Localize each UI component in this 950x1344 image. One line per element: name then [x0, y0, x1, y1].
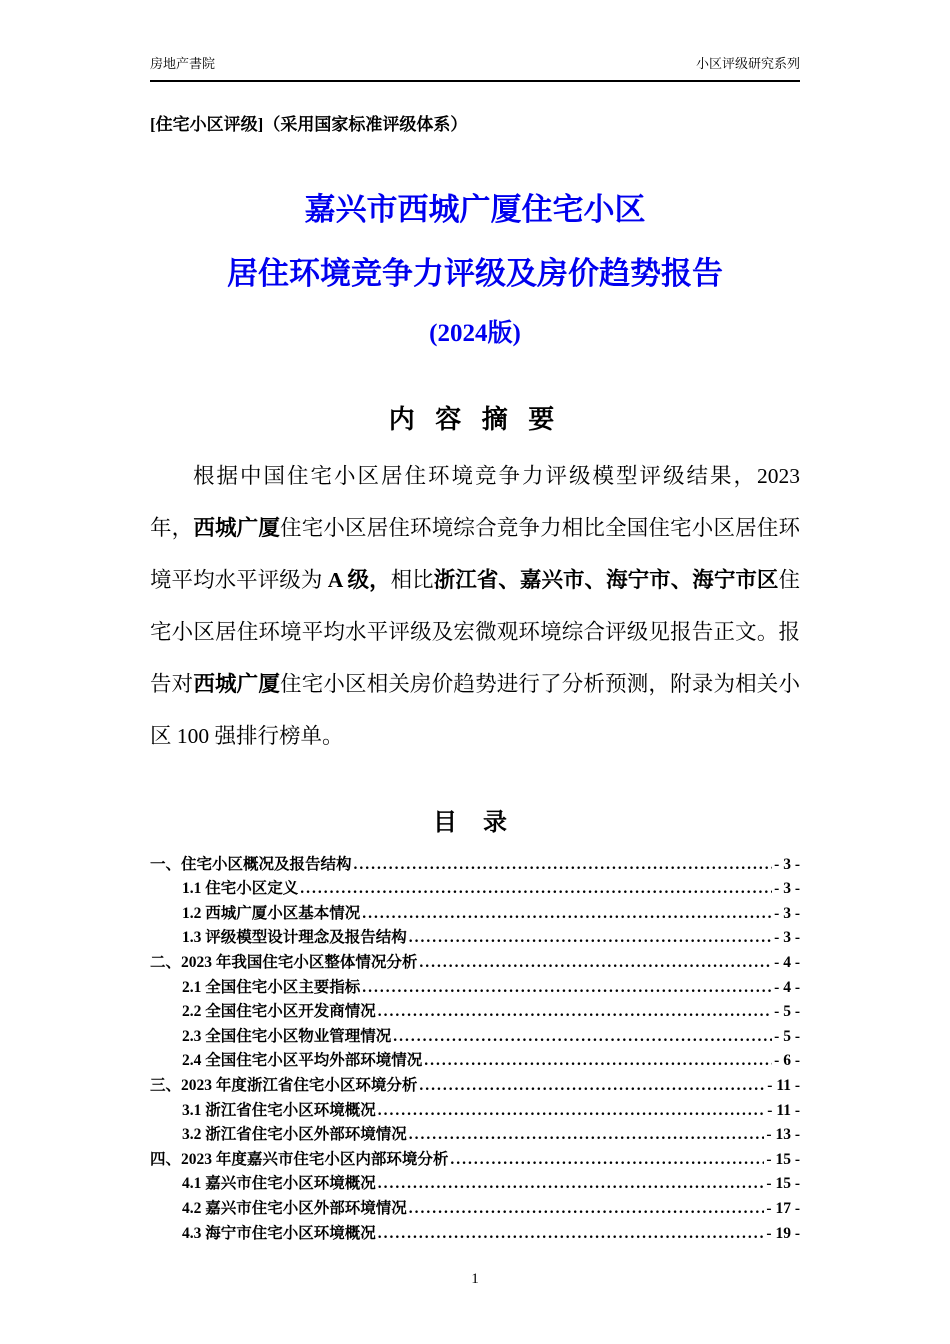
toc-entry-page: - 4 - — [774, 954, 800, 971]
toc-entry-page: - 3 - — [774, 855, 800, 873]
toc-entry-label: 二、2023 年我国住宅小区整体情况分析 — [150, 954, 418, 971]
toc-entry-page: - 11 - — [767, 1076, 800, 1094]
toc-entry-label: 2.1 全国住宅小区主要指标 — [182, 978, 361, 996]
toc-entry — [150, 1099, 800, 1124]
toc-entry-page: - 19 - — [766, 1224, 800, 1242]
page-number: 1 — [471, 1271, 479, 1287]
table-of-contents — [150, 853, 800, 1247]
toc-entry-page: - 3 - — [774, 904, 800, 922]
toc-entry-page: - 6 - — [774, 1052, 800, 1070]
toc-dot-leader — [409, 926, 772, 951]
toc-entry-label: 1.3 评级模型设计理念及报告结构 — [182, 929, 407, 947]
toc-entry-label: 2.3 全国住宅小区物业管理情况 — [182, 1027, 392, 1045]
toc-dot-leader — [419, 1074, 765, 1099]
toc-dot-leader — [409, 1123, 765, 1148]
toc-entry-page: - 3 - — [774, 880, 800, 898]
toc-entry-page: - 15 - — [766, 1175, 800, 1193]
toc-entry-page: - 3 - — [774, 929, 800, 947]
toc-entry-label: 4.3 海宁市住宅小区环境概况 — [182, 1224, 376, 1242]
toc-entry-page: - 11 - — [767, 1101, 800, 1119]
toc-entry-label: 3.2 浙江省住宅小区外部环境情况 — [182, 1126, 407, 1144]
toc-entry-label: 一、住宅小区概况及报告结构 — [150, 855, 352, 873]
abstract-heading: 内 容 摘 要 — [388, 404, 562, 434]
toc-dot-leader — [378, 1099, 766, 1124]
toc-entry-label: 2.2 全国住宅小区开发商情况 — [182, 1003, 376, 1021]
report-title-line1: 嘉兴市西城广厦住宅小区 — [304, 192, 646, 228]
toc-entry-page: - 15 - — [766, 1150, 800, 1168]
toc-entry-label: 四、2023 年度嘉兴市住宅小区内部环境分析 — [150, 1150, 449, 1168]
toc-entry-page: - 4 - — [774, 978, 800, 996]
toc-entry — [150, 1148, 800, 1173]
report-series-subtitle: [住宅小区评级]（采用国家标准评级体系） — [150, 115, 468, 135]
toc-heading: 目 录 — [433, 809, 517, 836]
toc-entry-label: 4.1 嘉兴市住宅小区环境概况 — [182, 1175, 376, 1193]
toc-entry-page: - 17 - — [766, 1199, 800, 1217]
toc-dot-leader — [419, 951, 772, 976]
toc-dot-leader — [424, 1049, 772, 1074]
report-title-line2: 居住环境竞争力评级及房价趋势报告 — [227, 256, 723, 292]
toc-dot-leader — [378, 1000, 772, 1025]
toc-dot-leader — [393, 1025, 772, 1050]
toc-entry-page: - 13 - — [766, 1126, 800, 1144]
toc-entry — [150, 976, 800, 1001]
toc-entry — [150, 1197, 800, 1222]
toc-entry-label: 三、2023 年度浙江省住宅小区环境分析 — [150, 1076, 418, 1094]
toc-entry — [150, 902, 800, 927]
toc-entry-label: 2.4 全国住宅小区平均外部环境情况 — [182, 1052, 423, 1070]
toc-dot-leader — [362, 976, 772, 1001]
title-block — [150, 191, 800, 348]
toc-entry — [150, 926, 800, 951]
toc-dot-leader — [378, 1222, 765, 1247]
page-header — [150, 56, 800, 80]
toc-entry-label: 3.1 浙江省住宅小区环境概况 — [182, 1101, 376, 1119]
toc-entry-page: - 5 - — [774, 1027, 800, 1045]
toc-entry — [150, 1074, 800, 1099]
toc-dot-leader — [409, 1197, 765, 1222]
toc-dot-leader — [378, 1172, 765, 1197]
toc-entry-label: 4.2 嘉兴市住宅小区外部环境情况 — [182, 1199, 407, 1217]
toc-entry — [150, 1049, 800, 1074]
toc-entry — [150, 877, 800, 902]
toc-entry — [150, 1025, 800, 1050]
header-divider — [150, 80, 800, 82]
toc-dot-leader — [362, 902, 772, 927]
toc-entry — [150, 951, 800, 976]
toc-entry-label: 1.2 西城广厦小区基本情况 — [182, 904, 361, 922]
toc-entry — [150, 1222, 800, 1247]
toc-dot-leader — [300, 877, 772, 902]
toc-dot-leader — [450, 1148, 764, 1173]
header-right-text: 小区评级研究系列 — [695, 56, 800, 71]
toc-entry-page: - 5 - — [774, 1003, 800, 1021]
toc-dot-leader — [354, 853, 773, 878]
toc-entry-label: 1.1 住宅小区定义 — [182, 880, 299, 898]
header-left-text: 房地产書院 — [150, 56, 216, 71]
toc-entry — [150, 853, 800, 878]
toc-entry — [150, 1000, 800, 1025]
report-edition: (2024版) — [429, 319, 521, 347]
abstract-paragraph: 根据中国住宅小区居住环境竞争力评级模型评级结果，2023 年，西城广厦住宅小区居住环境综合竞争力相比全国住宅小区居住环境平均水平评级为 A 级，相比浙江省、嘉兴市、海宁市、海宁市区住宅小区居住环境平均水平评级及宏微观环境综合评级见报告正文。报告对西城广厦住宅小区相关房价趋势进行了分析预测，附录为相关小区 100 强排行榜单。 — [150, 463, 800, 748]
toc-entry — [150, 1123, 800, 1148]
toc-entry — [150, 1172, 800, 1197]
